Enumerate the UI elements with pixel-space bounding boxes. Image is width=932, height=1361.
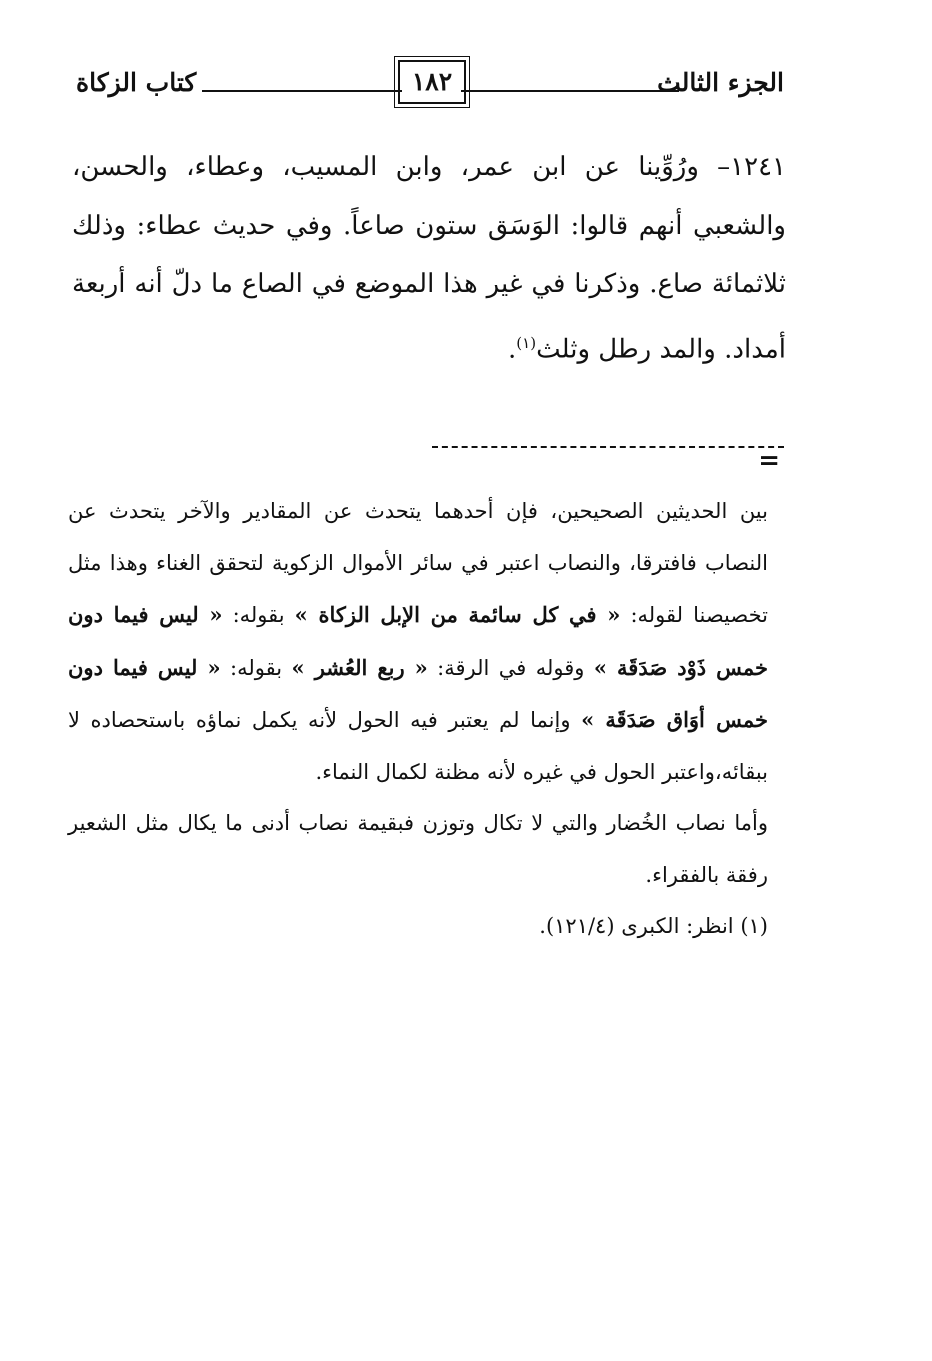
note-text: بقوله: (220, 655, 292, 680)
main-paragraph-end: . (508, 334, 517, 365)
continuation-mark: = (758, 446, 780, 476)
footnote-separator (432, 446, 784, 448)
header-rule-left (202, 90, 402, 92)
book-title: كتاب الزكاة (76, 68, 197, 97)
volume-label: الجزء الثالث (657, 68, 784, 97)
hadith-quote: « ليس فيما دون خمس ذَوْد صَدَقَة » (68, 602, 769, 680)
note-text: وإنما لم يعتبر فيه الحول لأنه يكمل نماؤه باستحصاده لا ببقائه،واعتبر الحول في غيره لأنه مظنة لكمال النماء. (68, 708, 768, 784)
hadith-quote: « في كل سائمة من الإبل الزكاة » (294, 602, 621, 627)
main-text (72, 138, 786, 379)
note-text: بقوله: (222, 603, 295, 627)
note-text: وقوله في الرقة: (427, 655, 594, 680)
footnote-1: (١) انظر: الكبرى (١٢١/٤). (539, 914, 768, 938)
main-paragraph-text: ١٢٤١– ورُوِّينا عن ابن عمر، وابن المسيب، وعطاء، والحسن، والشعبي أنهم قالوا: الوَسَق ستون صاعاً. وفي حديث عطاء: وذلك ثلاثمائة صاع. وذكرنا في غير هذا الموضع في الصاع ما دلّ أنه أربعة أمداد. والمد رطل وثلث (72, 152, 786, 365)
main-paragraph (72, 138, 786, 379)
footnote-reference: (١) (516, 333, 537, 352)
note-text: بين الحديثين الصحيحين، فإن أحدهما يتحدث عن المقادير والآخر يتحدث عن النصاب فافترقا، والنصاب اعتبر في سائر الأموال الزكوية لتحقق الغناء وهذا مثل تخصيصنا لقوله: (68, 499, 768, 627)
hadith-quote: « ربع العُشر » (291, 654, 428, 680)
hadith-quote: « ليس فيما دون خمس أوَاق صَدَقَة » (68, 654, 768, 732)
page-header (76, 58, 784, 108)
footnote-continuation (68, 486, 768, 798)
page-number: ١٨٢ (398, 60, 466, 104)
header-rule-right (461, 90, 679, 92)
footnote-paragraph-2: وأما نصاب الخُضار والتي لا تكال وتوزن فبقيمة نصاب أدنى ما يكال مثل الشعير رفقة بالفقراء. (68, 811, 768, 887)
footnotes (68, 486, 768, 953)
